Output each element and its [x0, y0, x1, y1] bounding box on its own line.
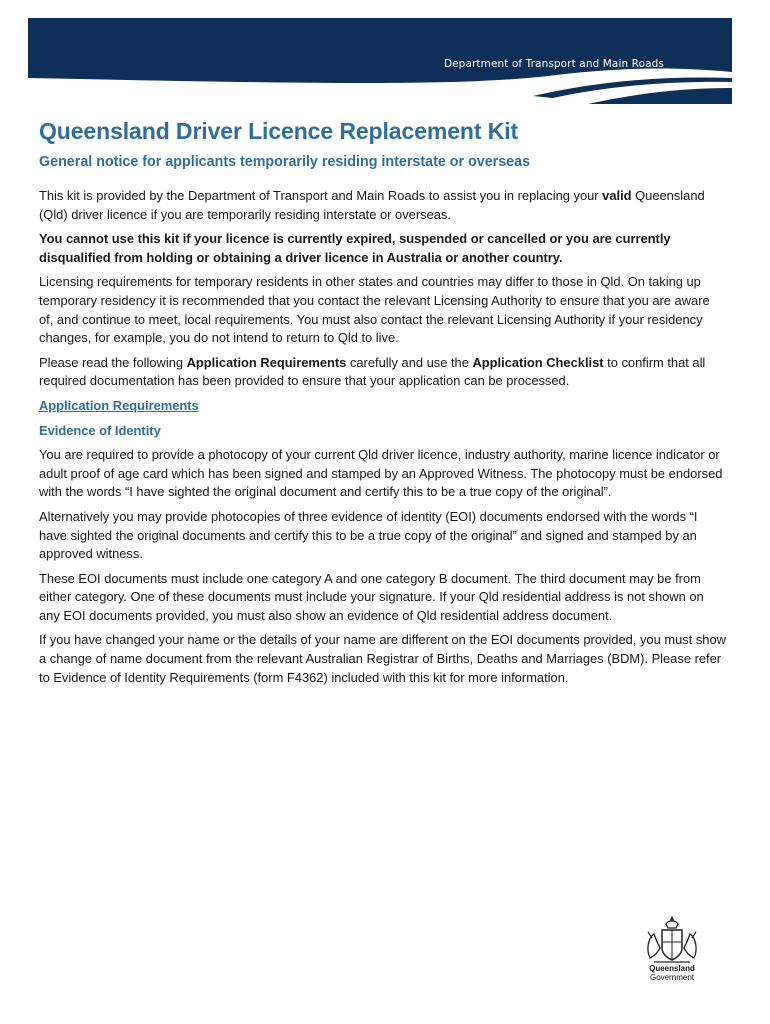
header-banner	[28, 18, 732, 104]
eoi-paragraph-4: If you have changed your name or the details of your name are different on the EOI documents provided, you must show a change of name document from the relevant Australian Registrar of Births, Deaths and Marriages (BDM). Please refer to Evidence of Identity Requirements (form F4362) included with this kit for more information.	[39, 632, 726, 685]
intro-paragraph	[39, 187, 727, 224]
page-subtitle: General notice for applicants temporarily residing interstate or overseas	[39, 154, 531, 170]
section-heading-application-requirements: Application Requirements	[39, 397, 199, 413]
eoi-paragraph-3: These EOI documents must include one category A and one category B document. The third document may be from either category. One of these documents must include your signature. If your Qld residential address is not shown on any EOI documents provided, you must also show an evidence of Qld residential address document.	[39, 570, 704, 623]
read-text-3: to confirm that all required documentation has been provided to ensure that your application can be processed.	[39, 354, 706, 389]
intro-text-1: This kit is provided by the Department of Transport and Main Roads to assist you in replacing your	[39, 188, 603, 203]
page-title: Queensland Driver Licence Replacement Kit	[39, 118, 519, 144]
queensland-government-logo-text	[640, 964, 704, 982]
bold-application-checklist: Application Checklist	[472, 354, 604, 370]
department-name: Department of Transport and Main Roads	[443, 58, 664, 70]
logo-line-queensland: Queensland	[649, 964, 695, 973]
read-text-1: Please read the following	[39, 354, 187, 370]
intro-bold-valid: valid	[602, 188, 632, 203]
bold-application-requirements: Application Requirements	[186, 354, 347, 370]
read-text-2: carefully and use the	[346, 354, 473, 370]
subsection-heading-evidence-of-identity: Evidence of Identity	[39, 422, 161, 438]
intro-text-2: Queensland (Qld) driver licence if you are temporarily residing interstate or overseas.	[39, 188, 705, 222]
eoi-paragraph-2: Alternatively you may provide photocopies of three evidence of identity (EOI) documents endorsed with the words “I have sighted the original documents and certify this to be a true copy of the original” and signed and stamped by an approved witness.	[39, 508, 698, 562]
document-body	[39, 118, 727, 687]
eoi-paragraph-1: You are required to provide a photocopy of your current Qld driver licence, industry authority, marine licence indicator or adult proof of age card which has been signed and stamped by an Approved Witness. The photocopy must be endorsed with the words “I have sighted the original document and certify this to be a true copy of the original”.	[39, 447, 723, 500]
warning-paragraph: You cannot use this kit if your licence is currently expired, suspended or cancelled or you are currently disqualified from holding or obtaining a driver licence in Australia or another country.	[39, 231, 671, 265]
read-following-paragraph	[39, 354, 727, 391]
logo-line-government: Government	[649, 973, 695, 982]
licensing-requirements-paragraph: Licensing requirements for temporary residents in other states and countries may differ to those in Qld. On taking up temporary residency it is recommended that you contact the relevant Licensing Authority to ensure that you are aware of, and continue to meet, local requirements. You must also contact the relevant Licensing Authority if your residency changes, for example, you do not intend to return to Qld to live.	[39, 274, 710, 346]
